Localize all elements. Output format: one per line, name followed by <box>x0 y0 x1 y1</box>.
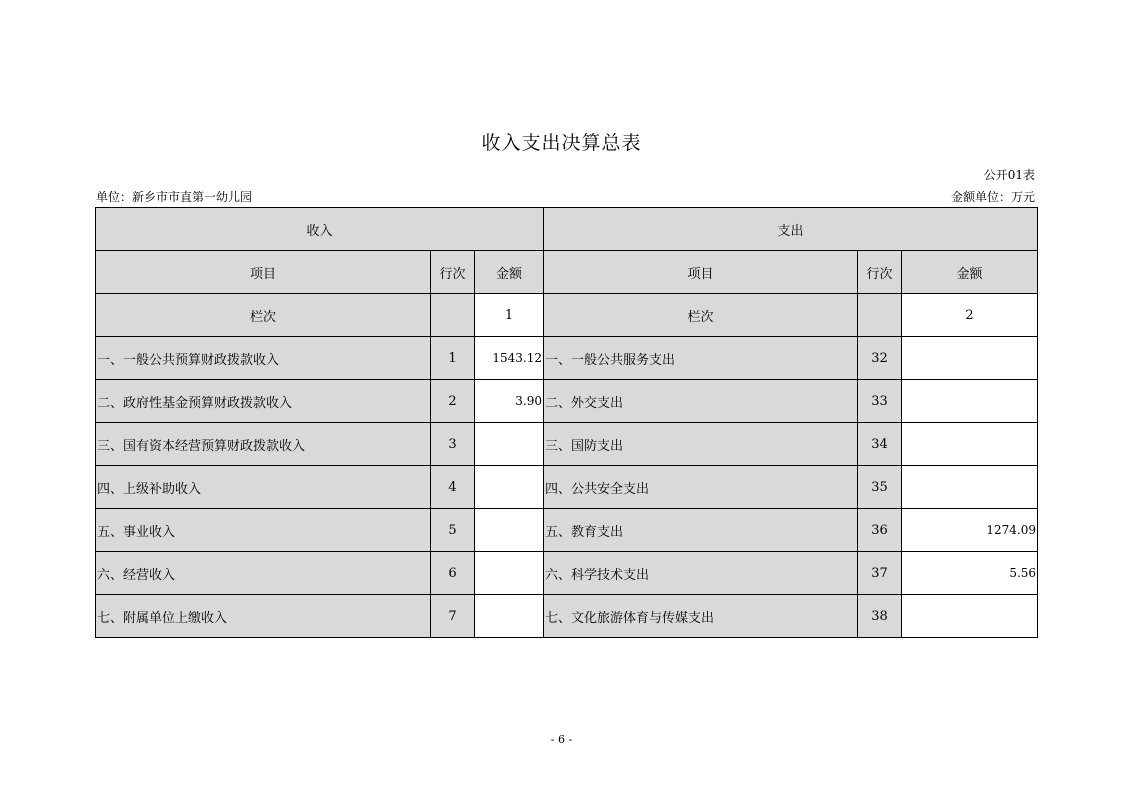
expense-item-cell: 一、一般公共服务支出 <box>544 337 858 380</box>
expense-item-cell: 五、教育支出 <box>544 509 858 552</box>
expense-amount-cell: 1274.09 <box>902 509 1038 552</box>
expense-line-cell: 38 <box>858 595 902 638</box>
income-amount-cell <box>475 423 544 466</box>
expense-item-cell: 六、科学技术支出 <box>544 552 858 595</box>
income-item-cell: 一、一般公共预算财政拨款收入 <box>96 337 431 380</box>
expense-item-cell: 四、公共安全支出 <box>544 466 858 509</box>
table-row <box>96 423 1038 466</box>
expense-amount-header: 金额 <box>902 251 1038 294</box>
income-line-blank <box>431 294 475 337</box>
income-item-cell: 六、经营收入 <box>96 552 431 595</box>
table-row <box>96 380 1038 423</box>
expense-item-cell: 七、文化旅游体育与传媒支出 <box>544 595 858 638</box>
income-amount-cell <box>475 552 544 595</box>
income-line-header: 行次 <box>431 251 475 294</box>
income-amount-header: 金额 <box>475 251 544 294</box>
expense-line-cell: 36 <box>858 509 902 552</box>
expense-line-cell: 37 <box>858 552 902 595</box>
expense-amount-cell <box>902 466 1038 509</box>
expense-line-header: 行次 <box>858 251 902 294</box>
table-row <box>96 509 1038 552</box>
expense-amount-cell <box>902 380 1038 423</box>
income-item-cell: 五、事业收入 <box>96 509 431 552</box>
income-amount-cell <box>475 466 544 509</box>
column-number-row <box>96 294 1038 337</box>
section-header-row <box>96 208 1038 251</box>
table-row <box>96 552 1038 595</box>
page-title: 收入支出决算总表 <box>481 132 642 154</box>
expense-line-cell: 32 <box>858 337 902 380</box>
income-item-cell: 四、上级补助收入 <box>96 466 431 509</box>
income-line-cell: 2 <box>431 380 475 423</box>
expense-item-cell: 二、外交支出 <box>544 380 858 423</box>
income-column-label: 栏次 <box>96 294 431 337</box>
income-line-cell: 3 <box>431 423 475 466</box>
income-line-cell: 7 <box>431 595 475 638</box>
form-number: 公开01表 <box>983 168 1035 182</box>
expense-line-blank <box>858 294 902 337</box>
income-section-header: 收入 <box>96 208 544 251</box>
income-expense-table <box>95 207 1038 638</box>
income-line-cell: 1 <box>431 337 475 380</box>
income-line-cell: 4 <box>431 466 475 509</box>
income-line-cell: 6 <box>431 552 475 595</box>
column-header-row <box>96 251 1038 294</box>
expense-line-cell: 33 <box>858 380 902 423</box>
page-number: - 6 - <box>550 733 573 746</box>
expense-amount-cell <box>902 423 1038 466</box>
expense-line-cell: 35 <box>858 466 902 509</box>
income-amount-cell <box>475 509 544 552</box>
income-amount-cell: 1543.12 <box>475 337 544 380</box>
income-item-cell: 七、附属单位上缴收入 <box>96 595 431 638</box>
expense-column-label: 栏次 <box>544 294 858 337</box>
expense-section-header: 支出 <box>544 208 1038 251</box>
income-column-number: 1 <box>475 294 544 337</box>
expense-amount-cell: 5.56 <box>902 552 1038 595</box>
expense-amount-cell <box>902 337 1038 380</box>
income-item-header: 项目 <box>96 251 431 294</box>
expense-line-cell: 34 <box>858 423 902 466</box>
table-row <box>96 595 1038 638</box>
expense-column-number: 2 <box>902 294 1038 337</box>
income-line-cell: 5 <box>431 509 475 552</box>
income-amount-cell: 3.90 <box>475 380 544 423</box>
expense-item-header: 项目 <box>544 251 858 294</box>
table-row <box>96 337 1038 380</box>
income-amount-cell <box>475 595 544 638</box>
income-item-cell: 三、国有资本经营预算财政拨款收入 <box>96 423 431 466</box>
money-unit: 金额单位：万元 <box>950 190 1035 204</box>
expense-amount-cell <box>902 595 1038 638</box>
income-item-cell: 二、政府性基金预算财政拨款收入 <box>96 380 431 423</box>
expense-item-cell: 三、国防支出 <box>544 423 858 466</box>
reporting-unit: 单位：新乡市市直第一幼儿园 <box>96 190 253 204</box>
table-row <box>96 466 1038 509</box>
